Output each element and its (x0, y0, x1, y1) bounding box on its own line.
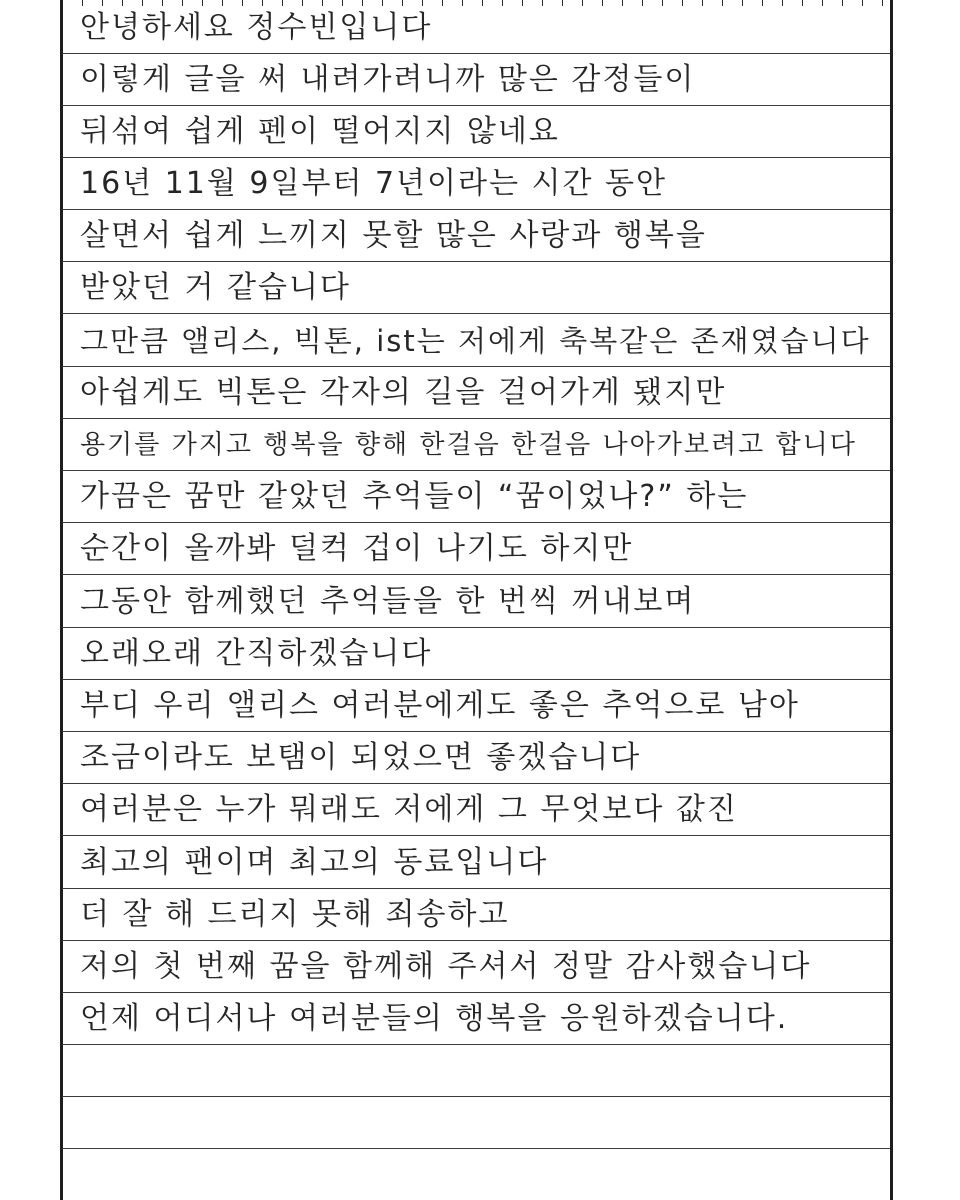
letter-line: 더 잘 해 드리지 못해 죄송하고 (80, 897, 510, 932)
letter-line: 최고의 팬이며 최고의 동료입니다 (80, 845, 549, 880)
ruled-line (62, 888, 890, 889)
ruled-line (62, 313, 890, 314)
letter-line: 저의 첫 번째 꿈을 함께해 주셔서 정말 감사했습니다 (80, 949, 812, 984)
letter-line-blank (80, 1098, 880, 1148)
ruled-line (62, 209, 890, 210)
letter-line: 아쉽게도 빅톤은 각자의 길을 걸어가게 됐지만 (80, 375, 727, 410)
left-margin-line (60, 0, 63, 1200)
ruled-line (62, 992, 890, 993)
ruled-line (62, 731, 890, 732)
ruled-line (62, 470, 890, 471)
letter-line: 부디 우리 앨리스 여러분에게도 좋은 추억으로 남아 (80, 688, 800, 723)
letter-line: 용기를 가지고 행복을 향해 한걸음 한걸음 나아가보려고 합니다 (80, 430, 857, 460)
letter-line: 여러분은 누가 뭐래도 저에게 그 무엇보다 값진 (80, 792, 738, 827)
letter-line: 살면서 쉽게 느끼지 못할 많은 사랑과 행복을 (80, 218, 707, 253)
letter-line: 안녕하세요 정수빈입니다 (80, 10, 433, 45)
ruled-line (62, 53, 890, 54)
letter-line: 언제 어디서나 여러분들의 행복을 응원하겠습니다. (80, 1001, 789, 1036)
letter-line: 그동안 함께했던 추억들을 한 번씩 꺼내보며 (80, 584, 696, 619)
ruled-line (62, 940, 890, 941)
letter-line: 가끔은 꿈만 같았던 추억들이 “꿈이었나?” 하는 (80, 479, 749, 514)
letter-line: 그만큼 앨리스, 빅톤, ist는 저에게 축복같은 존재였습니다 (80, 324, 871, 358)
letter-line: 이렇게 글을 써 내려가려니까 많은 감정들이 (80, 62, 696, 97)
ruled-line (62, 783, 890, 784)
ruled-line (62, 1148, 890, 1149)
ruled-line (62, 574, 890, 575)
ruled-line (62, 679, 890, 680)
ruled-line (62, 835, 890, 836)
ruled-line (62, 261, 890, 262)
ruled-line (62, 1096, 890, 1097)
letter-line: 순간이 올까봐 덜컥 겁이 나기도 하지만 (80, 531, 634, 566)
letter-line-blank (80, 1150, 880, 1200)
letter-line-blank (80, 1046, 880, 1096)
letter-line: 조금이라도 보탬이 되었으면 좋겠습니다 (80, 740, 642, 775)
ruled-line (62, 105, 890, 106)
letter-line: 받았던 거 같습니다 (80, 270, 351, 305)
right-margin-line (890, 0, 893, 1200)
ruled-line (62, 522, 890, 523)
ruled-line (62, 366, 890, 367)
letter-line: 16년 11월 9일부터 7년이라는 시간 동안 (80, 166, 667, 201)
ruled-line (62, 627, 890, 628)
letter-line: 오래오래 간직하겠습니다 (80, 636, 433, 671)
letter-line: 뒤섞여 쉽게 펜이 떨어지지 않네요 (80, 114, 560, 149)
ruled-line (62, 1044, 890, 1045)
ruled-line (62, 157, 890, 158)
ruled-line (62, 418, 890, 419)
